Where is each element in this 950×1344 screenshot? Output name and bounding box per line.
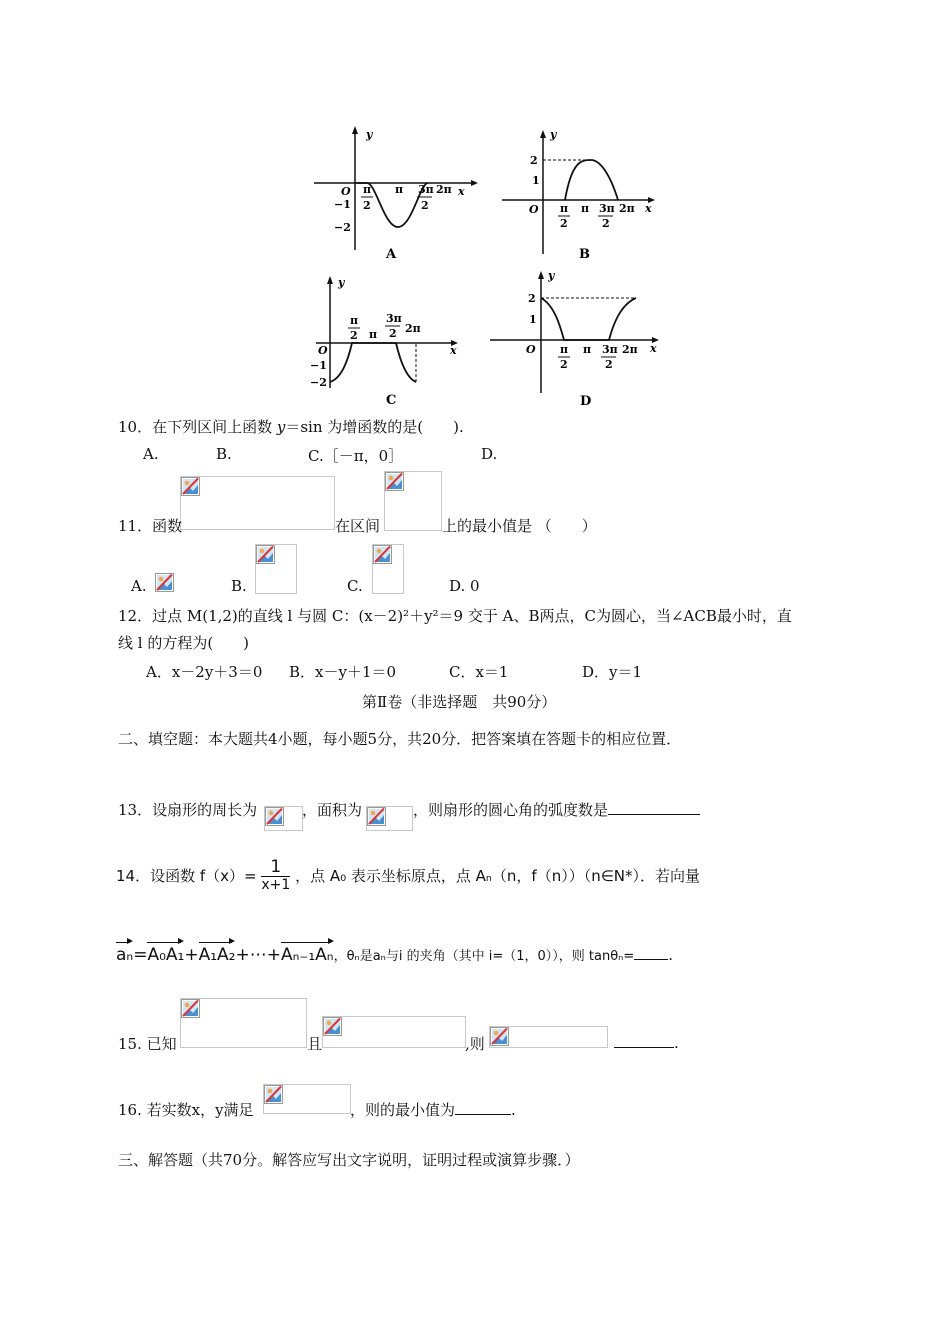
svg-text:π: π xyxy=(560,202,569,215)
q11-tail: 上的最小值是 （ ） xyxy=(442,517,597,535)
graph-a xyxy=(306,120,486,265)
graph-b xyxy=(498,124,668,269)
q11-option-c-image xyxy=(372,544,404,594)
q14-line1: 14．设函数 f（x）= $\frac{1}{x+1}$ ，点 A₀ 表示坐标原点，点 Aₙ（n，f（n））（n∈N*）．若向量 xyxy=(116,857,701,893)
q13-text-b: ，面积为 xyxy=(302,801,363,819)
answer-blank[interactable] xyxy=(634,945,668,960)
q10-stem: 10．在下列区间上函数 y＝sin 为增函数的是( ). xyxy=(118,418,464,436)
svg-text:O: O xyxy=(529,203,539,216)
svg-text:π: π xyxy=(350,314,359,327)
svg-text:x: x xyxy=(650,342,657,355)
q10-option-c: C.［－π，0］ xyxy=(308,447,404,465)
svg-text:y: y xyxy=(338,276,345,289)
q14-line2: aₙ=A₀A₁+A₁A₂+⋯+Aₙ₋₁Aₙ，θₙ是aₙ与i 的夹角（其中 i=（1，0）），则 tanθₙ= . xyxy=(116,945,674,965)
tick-pi-half: π xyxy=(363,183,372,196)
answer-blank[interactable] xyxy=(608,800,700,815)
tick-2pi: 2π xyxy=(436,183,452,196)
broken-image-icon xyxy=(155,573,174,592)
graph-caption: A xyxy=(386,247,397,262)
origin-label: O xyxy=(341,185,351,198)
svg-text:1: 1 xyxy=(529,313,537,326)
svg-text:−1: −1 xyxy=(310,359,327,372)
svg-text:2: 2 xyxy=(389,327,397,340)
broken-image-icon xyxy=(265,807,284,826)
svg-text:B: B xyxy=(579,247,590,262)
q15-text-b: 且 xyxy=(307,1035,323,1053)
svg-text:π: π xyxy=(581,202,590,215)
svg-text:O: O xyxy=(526,343,536,356)
tick-y-neg1: −1 xyxy=(334,198,351,211)
svg-text:−2: −2 xyxy=(310,376,327,389)
graph-a-svg xyxy=(306,120,486,265)
svg-text:y: y xyxy=(548,269,555,282)
broken-image-icon xyxy=(181,477,200,496)
broken-image-icon xyxy=(367,807,386,826)
tick-pi: π xyxy=(395,183,404,196)
tick-3pi-half: 3π xyxy=(418,183,434,196)
q16-text-b: ，则的最小值为 . xyxy=(350,1101,516,1119)
q10-option-a: A. xyxy=(143,445,159,463)
y-label: y xyxy=(366,128,373,141)
section-3-title: 三、解答题（共70分。解答应写出文字说明，证明过程或演算步骤．） xyxy=(118,1151,580,1169)
broken-image-icon xyxy=(385,472,404,491)
svg-text:2: 2 xyxy=(350,329,358,342)
graph-d xyxy=(486,265,671,413)
svg-text:O: O xyxy=(318,344,328,357)
broken-image-icon xyxy=(256,545,275,564)
answer-blank[interactable] xyxy=(455,1100,511,1115)
svg-text:x: x xyxy=(645,202,652,215)
graph-b-svg xyxy=(498,124,668,269)
broken-image-icon xyxy=(323,1017,342,1036)
svg-text:2: 2 xyxy=(528,292,536,305)
svg-text:2: 2 xyxy=(605,358,613,371)
q11-label: 11．函数 xyxy=(118,517,183,535)
svg-text:C: C xyxy=(386,393,397,408)
svg-text:3π: 3π xyxy=(599,202,615,215)
section-2-instructions: 二、填空题：本大题共4小题，每小题5分，共20分．把答案填在答题卡的相应位置． xyxy=(118,730,682,748)
svg-text:y: y xyxy=(550,128,557,141)
q15-expression-image xyxy=(489,1026,608,1048)
q15-condition-image xyxy=(322,1016,466,1048)
svg-text:1: 1 xyxy=(532,174,540,187)
vector-a0a1: A₀A₁ xyxy=(147,945,185,965)
y-axis-arrow xyxy=(352,126,358,134)
broken-image-icon xyxy=(373,545,392,564)
q12-line2: 线 l 的方程为( ) xyxy=(118,634,250,652)
q15-given-image xyxy=(180,998,307,1048)
q10-option-b: B. xyxy=(216,445,232,463)
svg-text:2π: 2π xyxy=(619,202,635,215)
svg-text:2π: 2π xyxy=(405,322,421,335)
svg-text:2: 2 xyxy=(421,199,429,212)
q11-option-c: C. xyxy=(347,577,363,595)
x-label: x xyxy=(458,185,465,198)
q11-interval-image xyxy=(384,471,442,531)
q12-option-c: C．x＝1 xyxy=(449,663,509,681)
broken-image-icon xyxy=(264,1085,283,1104)
graph-c-svg xyxy=(306,268,476,413)
broken-image-icon xyxy=(490,1027,509,1046)
svg-text:2: 2 xyxy=(560,217,568,230)
q11-function-image xyxy=(180,476,335,530)
q12-option-a: A．x－2y＋3＝0 xyxy=(146,663,263,681)
svg-text:3π: 3π xyxy=(602,343,618,356)
fraction: $\frac{1}{x+1}$ xyxy=(261,857,291,893)
svg-text:3π: 3π xyxy=(386,312,402,325)
q11-option-d: D. 0 xyxy=(449,577,480,595)
q13-perimeter-image xyxy=(264,806,303,831)
svg-text:π: π xyxy=(583,343,592,356)
graph-c xyxy=(306,268,476,413)
svg-text:2: 2 xyxy=(602,217,610,230)
q12-option-b: B．x－y＋1＝0 xyxy=(289,663,397,681)
q15-answer: . xyxy=(614,1033,679,1052)
q12-option-d: D．y＝1 xyxy=(582,663,643,681)
answer-blank[interactable] xyxy=(614,1033,674,1048)
q11-option-a-image xyxy=(155,573,174,592)
svg-text:π: π xyxy=(369,328,378,341)
vector-an1an: Aₙ₋₁Aₙ xyxy=(280,945,334,965)
svg-text:D: D xyxy=(580,394,592,409)
x-axis-arrow xyxy=(471,180,478,186)
q10-option-d: D. xyxy=(481,445,498,463)
q11-option-b-image xyxy=(255,544,297,594)
q13-text-a: 13．设扇形的周长为 xyxy=(118,801,258,819)
vector-a1a2: A₁A₂ xyxy=(198,945,236,965)
q13-text-c: ，则扇形的圆心角的弧度数是 xyxy=(413,799,700,820)
q16-constraint-image xyxy=(263,1084,351,1114)
q11-mid: 在区间 xyxy=(335,517,381,535)
svg-text:x: x xyxy=(450,344,457,357)
q13-area-image xyxy=(366,806,413,831)
svg-text:2: 2 xyxy=(560,358,568,371)
q11-option-b: B. xyxy=(231,577,247,595)
q15-text-c: ,则 xyxy=(465,1035,485,1053)
tick-y-neg2: −2 xyxy=(334,221,351,234)
svg-text:2: 2 xyxy=(530,154,538,167)
vector-an: aₙ xyxy=(116,945,134,965)
broken-image-icon xyxy=(181,999,200,1018)
section-2-title: 第Ⅱ卷（非选择题 共90分） xyxy=(362,693,557,711)
svg-text:π: π xyxy=(560,343,569,356)
graph-d-svg xyxy=(486,265,671,413)
svg-text:2π: 2π xyxy=(622,343,638,356)
svg-text:2: 2 xyxy=(363,199,371,212)
q15-text-a: 15. 已知 xyxy=(118,1035,177,1053)
q16-text-a: 16. 若实数x，y满足 xyxy=(118,1101,254,1119)
q12-line1: 12．过点 M(1,2)的直线 l 与圆 C：(x－2)²＋y²＝9 交于 A、B两点，C为圆心，当∠ACB最小时，直 xyxy=(118,607,792,625)
q11-option-a: A. xyxy=(131,577,147,595)
